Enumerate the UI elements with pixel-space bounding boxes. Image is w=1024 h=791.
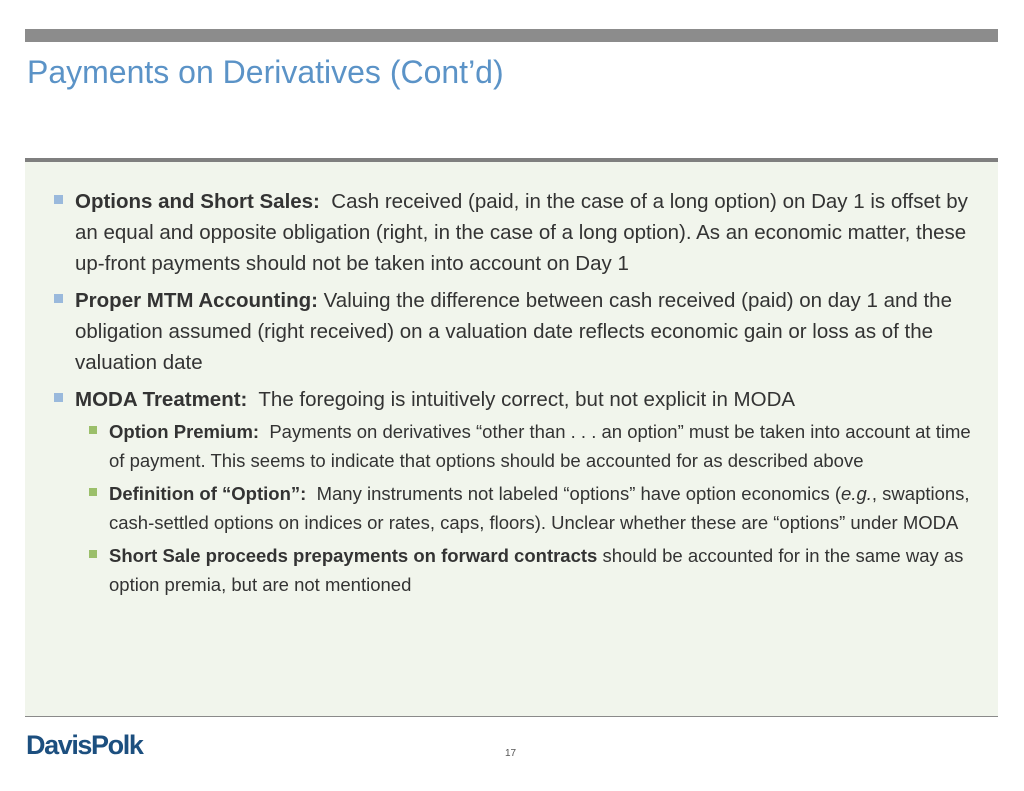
sub-bullet-heading: Short Sale proceeds prepayments on forward contracts <box>109 545 598 566</box>
bullet-moda-treatment <box>75 384 980 415</box>
footer-rule <box>25 716 998 717</box>
sub-bullet-short-sale-proceeds <box>109 541 980 599</box>
bullet-heading: Proper MTM Accounting: <box>75 289 318 312</box>
bullet-text: The foregoing is intuitively correct, but not explicit in MODA <box>258 388 796 411</box>
square-sub-bullet-icon <box>89 550 97 558</box>
bullet-list <box>75 186 980 603</box>
sub-bullet-definition-of-option <box>109 479 980 537</box>
bullet-text: Cash received (paid, in the case of a long option) on Day 1 is offset by an equal and opposite obligation (right, in the case of a long option). As an economic matter, these up-front payments should not be taken into account on Day 1 <box>75 190 968 275</box>
page-number: 17 <box>505 748 517 759</box>
square-bullet-icon <box>54 195 63 204</box>
square-bullet-icon <box>54 294 63 303</box>
slide-title: Payments on Derivatives (Cont’d) <box>27 54 504 90</box>
bullet-options-and-short-sales <box>75 186 980 279</box>
panel-top-rule <box>25 158 998 162</box>
bullet-heading: MODA Treatment: <box>75 388 248 411</box>
sub-bullet-option-premium <box>109 417 980 475</box>
sub-bullet-heading: Option Premium: <box>109 421 260 442</box>
square-bullet-icon <box>54 393 63 402</box>
bullet-text: Valuing the difference between cash received (paid) on day 1 and the obligation assumed (right received) on a valuation date reflects economic gain or loss as of the valuation date <box>75 289 952 374</box>
sub-bullet-text: should be accounted for in the same way as option premia, but are not mentioned <box>109 545 964 595</box>
sub-bullet-text: Payments on derivatives “other than . . . an option” must be taken into account at time of payment. This seems to indicate that options should be accounted for as described above <box>109 421 971 471</box>
davis-polk-logo: DavisPolk <box>26 730 143 760</box>
sub-bullet-text-pre: Many instruments not labeled “options” have option economics ( <box>316 483 842 504</box>
square-sub-bullet-icon <box>89 488 97 496</box>
bullet-proper-mtm-accounting <box>75 285 980 378</box>
top-bar <box>25 29 998 42</box>
sub-bullet-text-post: , swaptions, cash-settled options on indices or rates, caps, floors). Unclear whether these are “options” under MODA <box>109 483 970 533</box>
bullet-heading: Options and Short Sales: <box>75 190 320 213</box>
square-sub-bullet-icon <box>89 426 97 434</box>
sub-bullet-heading: Definition of “Option”: <box>109 483 307 504</box>
sub-bullet-text-italic: e.g. <box>841 483 872 504</box>
